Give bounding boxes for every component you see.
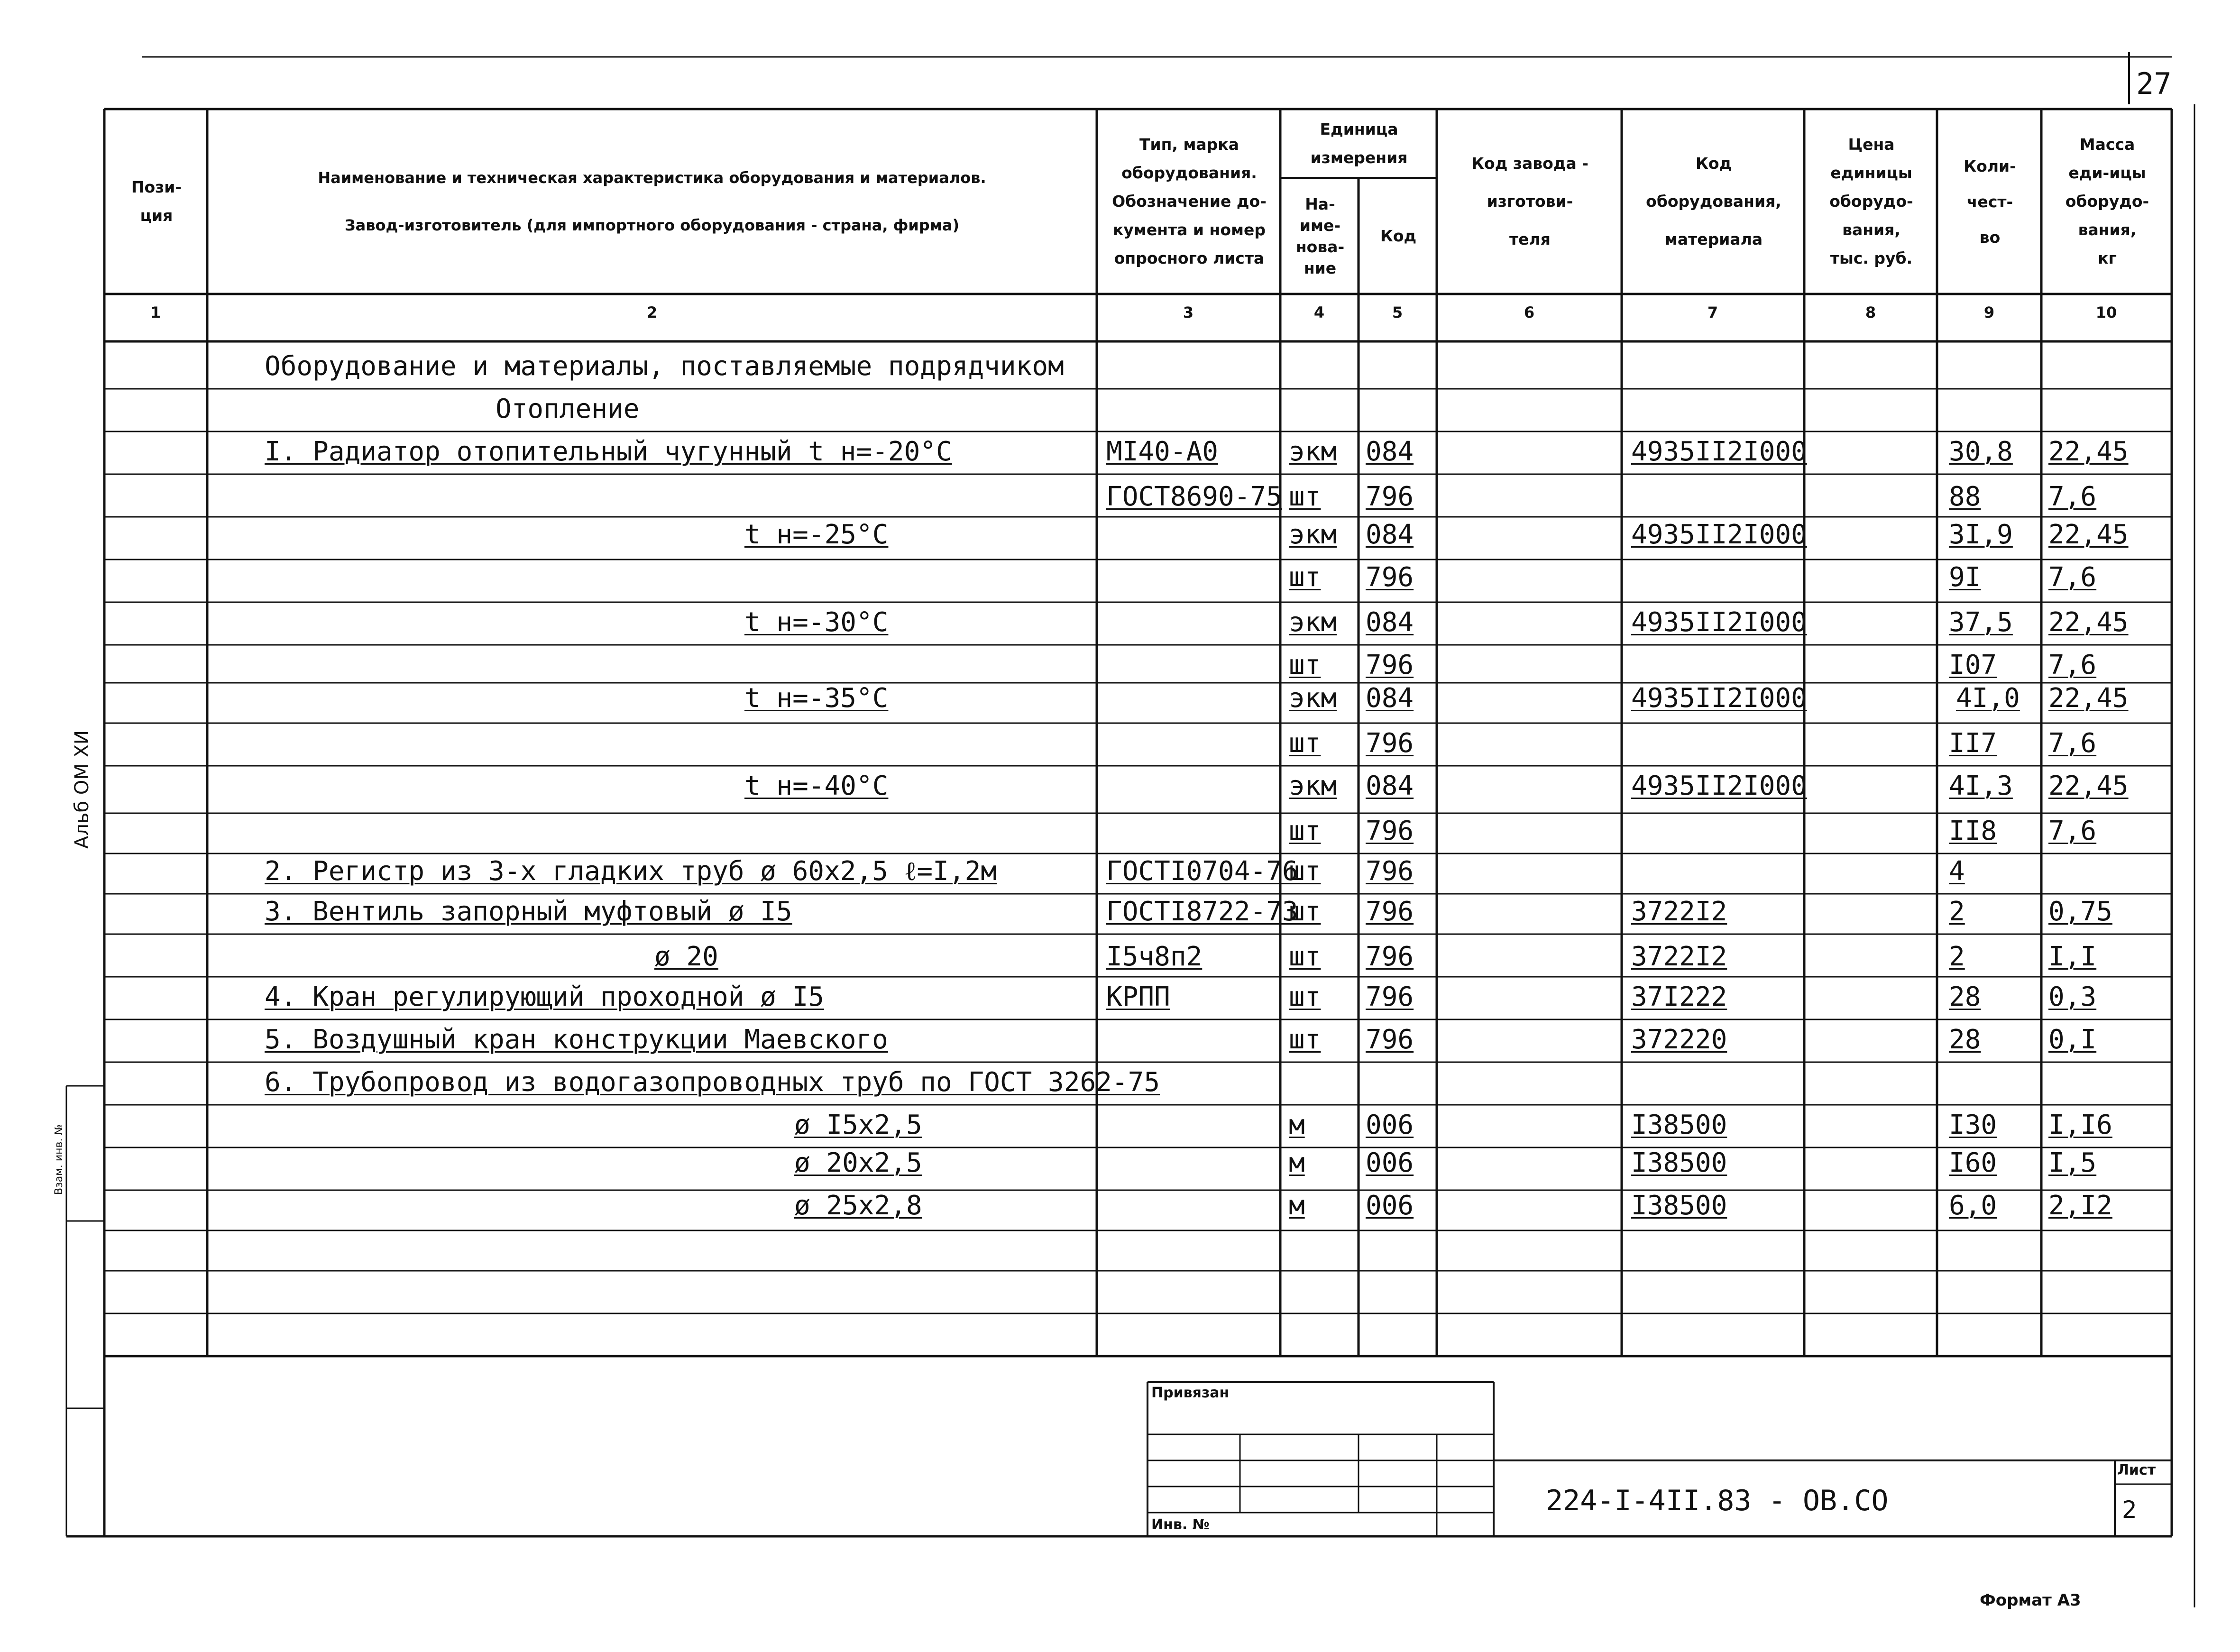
row-quantity: 28 xyxy=(1949,982,1981,1012)
column-number: 1 xyxy=(150,303,161,321)
row-quantity: 2 xyxy=(1949,896,1965,927)
row-code: 084 xyxy=(1366,436,1414,467)
row-quantity: 88 xyxy=(1949,481,1981,512)
row-quantity: II7 xyxy=(1949,728,1997,759)
row-mass: I,I6 xyxy=(2048,1110,2112,1140)
column-number: 6 xyxy=(1524,303,1535,321)
row-name: 5. Воздушный кран конструкции Маевского xyxy=(265,1024,888,1055)
row-unit: м xyxy=(1289,1190,1305,1221)
row-equipment-code: 3722I2 xyxy=(1631,896,1727,927)
row-mass: 2,I2 xyxy=(2048,1190,2112,1221)
header-factory-code: Код завода - изготови- теля xyxy=(1471,154,1588,248)
row-name: I. Радиатор отопительный чугунный t н=-20°С xyxy=(265,436,952,467)
row-mass: 22,45 xyxy=(2048,519,2129,550)
stamp-inventory: Инв. № xyxy=(1151,1516,1210,1533)
row-name: 6. Трубопровод из водогазопроводных труб по ГОСТ 3262-75 xyxy=(265,1067,1160,1098)
row-name: ø 25х2,8 xyxy=(794,1190,922,1221)
row-name: ø I5х2,5 xyxy=(794,1110,922,1140)
row-code: 006 xyxy=(1366,1147,1414,1178)
row-mass: I,I xyxy=(2048,941,2097,972)
row-equipment-code: 4935II2I000 xyxy=(1631,683,1807,714)
header-quantity: Коли- чест- во xyxy=(1964,156,2016,247)
row-mass: 22,45 xyxy=(2048,436,2129,467)
row-unit: шт xyxy=(1289,562,1321,593)
header-mass: Масса еди-ицы оборудо- вания, кг xyxy=(2065,135,2149,267)
row-mass: 7,6 xyxy=(2048,650,2097,680)
row-name: Оборудование и материалы, поставляемые подрядчиком xyxy=(265,351,1064,382)
row-quantity: 4 xyxy=(1949,856,1965,887)
column-number: 7 xyxy=(1707,303,1718,321)
row-equipment-code: 4935II2I000 xyxy=(1631,607,1807,638)
row-equipment-code: 4935II2I000 xyxy=(1631,519,1807,550)
row-code: 796 xyxy=(1366,856,1414,887)
row-unit: шт xyxy=(1289,896,1321,927)
row-quantity: 2 xyxy=(1949,941,1965,972)
row-mass: 7,6 xyxy=(2048,481,2097,512)
row-mass: 22,45 xyxy=(2048,683,2129,714)
row-unit: экм xyxy=(1289,683,1337,714)
header-unit-name: На- име- нова- ние xyxy=(1295,194,1345,277)
row-unit: м xyxy=(1289,1147,1305,1178)
row-code: 796 xyxy=(1366,816,1414,846)
row-unit: шт xyxy=(1289,728,1321,759)
row-quantity: 9I xyxy=(1949,562,1981,593)
column-number: 10 xyxy=(2095,303,2117,321)
row-quantity: 3I,9 xyxy=(1949,519,2013,550)
row-code: 796 xyxy=(1366,896,1414,927)
row-code: 796 xyxy=(1366,982,1414,1012)
row-code: 796 xyxy=(1366,941,1414,972)
column-number: 4 xyxy=(1313,303,1325,321)
row-equipment-code: I38500 xyxy=(1631,1147,1727,1178)
row-equipment-code: 3722I2 xyxy=(1631,941,1727,972)
row-code: 796 xyxy=(1366,562,1414,593)
row-mass: 7,6 xyxy=(2048,562,2097,593)
row-name: t н=-40°С xyxy=(744,771,889,801)
row-quantity: I60 xyxy=(1949,1147,1997,1178)
row-mass: 22,45 xyxy=(2048,607,2129,638)
row-name: 3. Вентиль запорный муфтовый ø I5 xyxy=(265,896,792,927)
column-number: 2 xyxy=(646,303,658,321)
row-type: ГОСТI0704-76 xyxy=(1106,856,1298,887)
row-type: I5ч8п2 xyxy=(1106,941,1203,972)
row-quantity: 4I,0 xyxy=(1956,683,2020,714)
header-unit-group: Единица измерения xyxy=(1310,119,1408,167)
row-quantity: II8 xyxy=(1949,816,1997,846)
row-unit: м xyxy=(1289,1110,1305,1140)
stamp-privyazan: Привязан xyxy=(1151,1385,1230,1401)
row-equipment-code: 372220 xyxy=(1631,1024,1727,1055)
header-equipment-code: Код оборудования, материала xyxy=(1646,154,1781,248)
row-equipment-code: I38500 xyxy=(1631,1190,1727,1221)
row-mass: 7,6 xyxy=(2048,816,2097,846)
row-name: 2. Регистр из 3-х гладких труб ø 60х2,5 ℓ=I,2м xyxy=(265,856,997,887)
row-unit: экм xyxy=(1289,607,1337,638)
row-name: Отопление xyxy=(496,394,640,424)
row-unit: шт xyxy=(1289,650,1321,680)
row-quantity: 30,8 xyxy=(1949,436,2013,467)
row-type: ГОСТ8690-75 xyxy=(1106,481,1282,512)
row-code: 796 xyxy=(1366,650,1414,680)
document-number: 224-I-4II.83 - ОВ.СО xyxy=(1546,1484,1889,1517)
row-unit: экм xyxy=(1289,519,1337,550)
row-code: 084 xyxy=(1366,519,1414,550)
row-type: МI40-А0 xyxy=(1106,436,1219,467)
row-mass: 22,45 xyxy=(2048,771,2129,801)
row-name: ø 20 xyxy=(654,941,718,972)
column-number: 9 xyxy=(1983,303,1995,321)
column-number: 3 xyxy=(1183,303,1194,321)
row-type: КРПП xyxy=(1106,982,1170,1012)
row-name: 4. Кран регулирующий проходной ø I5 xyxy=(265,982,825,1012)
format-label: Формат А3 xyxy=(1980,1591,2081,1610)
header-unit-code: Код xyxy=(1380,226,1417,245)
row-quantity: I30 xyxy=(1949,1110,1997,1140)
side-stamp-label: Взам. инв. № xyxy=(53,1124,65,1195)
row-name: t н=-30°С xyxy=(744,607,889,638)
row-unit: шт xyxy=(1289,816,1321,846)
row-mass: 0,I xyxy=(2048,1024,2097,1055)
row-code: 796 xyxy=(1366,1024,1414,1055)
row-code: 084 xyxy=(1366,607,1414,638)
row-unit: экм xyxy=(1289,436,1337,467)
row-unit: шт xyxy=(1289,856,1321,887)
header-type: Тип, марка оборудования. Обозначение до- кумента и номер опросного листа xyxy=(1112,135,1267,267)
row-code: 084 xyxy=(1366,771,1414,801)
row-code: 796 xyxy=(1366,481,1414,512)
row-mass: 0,75 xyxy=(2048,896,2112,927)
row-mass: I,5 xyxy=(2048,1147,2097,1178)
row-equipment-code: 4935II2I000 xyxy=(1631,771,1807,801)
row-unit: шт xyxy=(1289,1024,1321,1055)
row-name: t н=-35°С xyxy=(744,683,889,714)
header-name: Наименование и техническая характеристика оборудования и материалов. Завод-изготовитель (для импортного оборудования - страна, фирма) xyxy=(318,169,986,234)
row-mass: 0,3 xyxy=(2048,982,2097,1012)
row-unit: шт xyxy=(1289,481,1321,512)
column-number: 8 xyxy=(1865,303,1876,321)
row-unit: шт xyxy=(1289,941,1321,972)
row-equipment-code: 4935II2I000 xyxy=(1631,436,1807,467)
row-code: 084 xyxy=(1366,683,1414,714)
row-name: ø 20х2,5 xyxy=(794,1147,922,1178)
sheet-number: 2 xyxy=(2122,1496,2137,1524)
page-number: 27 xyxy=(2136,66,2172,101)
row-equipment-code: 37I222 xyxy=(1631,982,1727,1012)
row-quantity: 28 xyxy=(1949,1024,1981,1055)
row-unit: экм xyxy=(1289,771,1337,801)
header-price: Цена единицы оборудо- вания, тыс. руб. xyxy=(1829,135,1913,267)
header-position: Пози- ция xyxy=(131,178,182,225)
row-code: 006 xyxy=(1366,1190,1414,1221)
row-code: 796 xyxy=(1366,728,1414,759)
side-album-label: Альб ОМ XИ xyxy=(71,730,93,849)
row-code: 006 xyxy=(1366,1110,1414,1140)
sheet-label: Лист xyxy=(2117,1462,2156,1478)
row-equipment-code: I38500 xyxy=(1631,1110,1727,1140)
row-quantity: 6,0 xyxy=(1949,1190,1997,1221)
row-type: ГОСТI8722-73 xyxy=(1106,896,1298,927)
row-quantity: I07 xyxy=(1949,650,1997,680)
row-quantity: 37,5 xyxy=(1949,607,2013,638)
row-mass: 7,6 xyxy=(2048,728,2097,759)
column-number: 5 xyxy=(1392,303,1403,321)
row-quantity: 4I,3 xyxy=(1949,771,2013,801)
row-name: t н=-25°С xyxy=(744,519,889,550)
row-unit: шт xyxy=(1289,982,1321,1012)
